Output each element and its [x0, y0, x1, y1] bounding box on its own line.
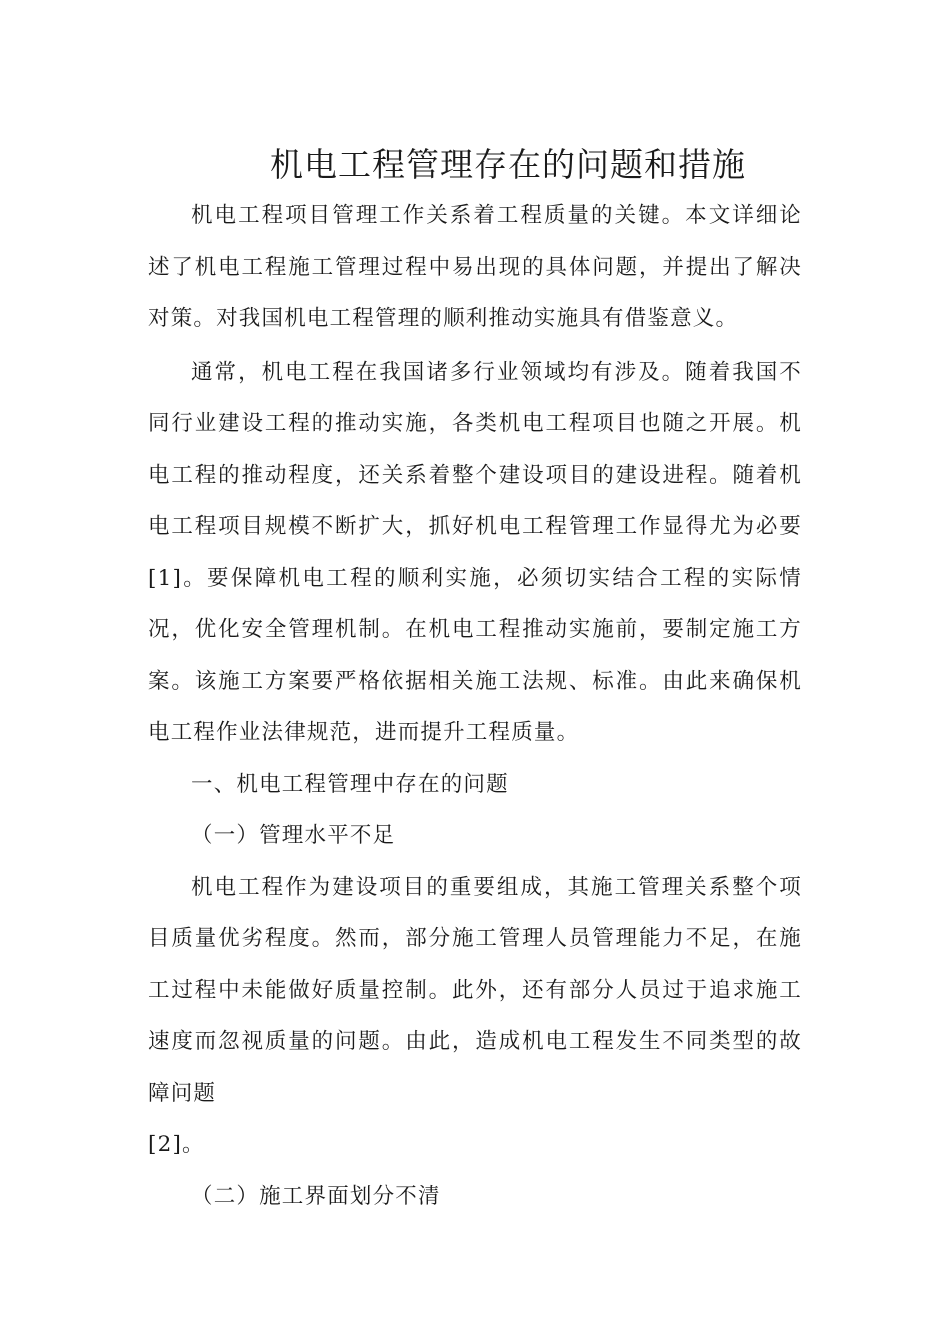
subsection-1-paragraph: [148, 862, 802, 1171]
subsection-1-citation: [2]。: [148, 1132, 205, 1157]
subsection-heading-1: （一）管理水平不足: [191, 823, 396, 848]
document-title: 机电工程管理存在的问题和措施: [270, 145, 746, 185]
intro-paragraph: 通常，机电工程在我国诸多行业领域均有涉及。随着我国不同行业建设工程的推动实施，各类机电工程项目也随之开展。机电工程的推动程度，还关系着整个建设项目的建设进程。随着机电工程项目规模不断扩大，抓好机电工程管理工作显得尤为必要[1]。要保障机电工程的顺利实施，必须切实结合工程的实际情况，优化安全管理机制。在机电工程推动实施前，要制定施工方案。该施工方案要严格依据相关施工法规、标准。由此来确保机电工程作业法律规范，进而提升工程质量。: [148, 359, 802, 745]
section-heading-1: 一、机电工程管理中存在的问题: [191, 771, 509, 797]
subsection-1-text: 机电工程作为建设项目的重要组成，其施工管理关系整个项目质量优劣程度。然而，部分施工管理人员管理能力不足，在施工过程中未能做好质量控制。此外，还有部分人员过于追求施工速度而忽视质量的问题。由此，造成机电工程发生不同类型的故障问题: [148, 874, 802, 1106]
subsection-heading-2: （二）施工界面划分不清: [191, 1183, 441, 1209]
document-body: [148, 190, 802, 1222]
abstract-paragraph: 机电工程项目管理工作关系着工程质量的关键。本文详细论述了机电工程施工管理过程中易出现的具体问题，并提出了解决对策。对我国机电工程管理的顺利推动实施具有借鉴意义。: [148, 203, 802, 331]
